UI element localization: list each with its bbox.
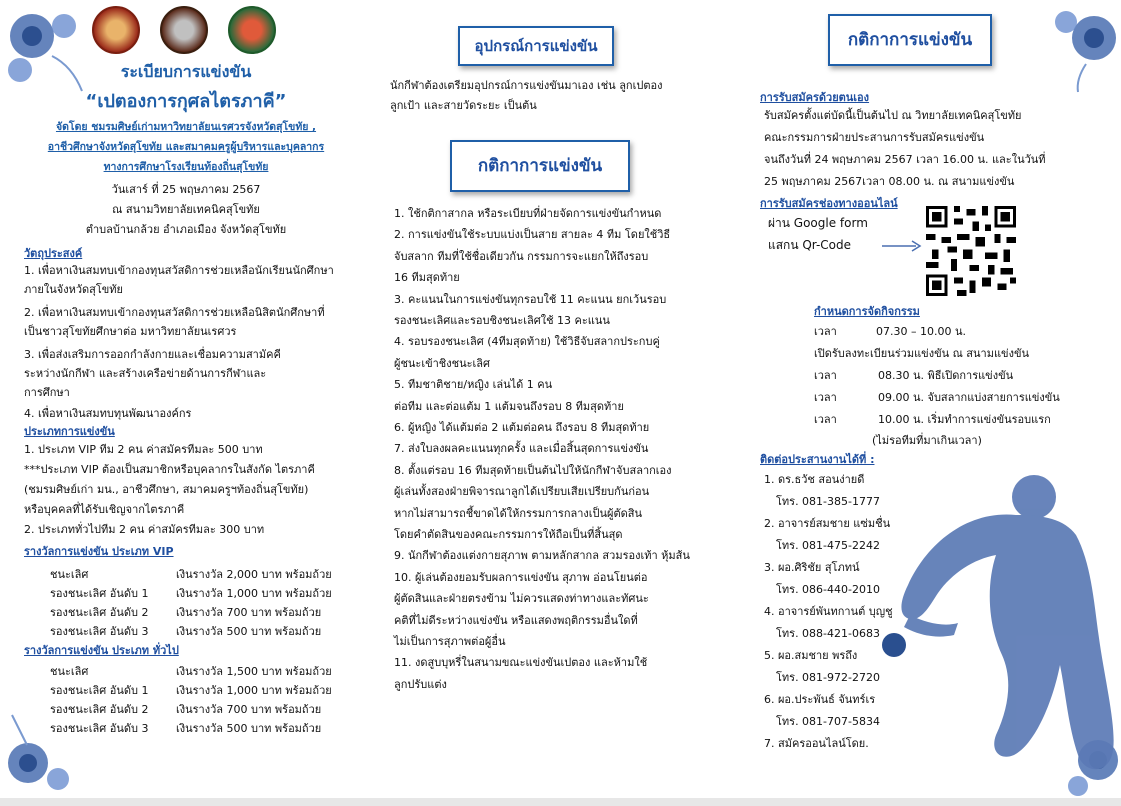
rule-line: 10. ผู้เล่นต้องยอมรับผลการแข่งขัน สุภาพ อ่อนโยนต่อ — [394, 570, 648, 584]
bottom-strip — [0, 798, 1121, 806]
rule-line: 5. ทีมชาติชาย/หญิง เล่นได้ 1 คน — [394, 378, 553, 392]
equipment-line: นักกีฬาต้องเตรียมอุปกรณ์การแข่งขันมาเอง เช่น ลูกเปตอง — [390, 79, 663, 92]
general-prizes-heading: รางวัลการแข่งขัน ประเภท ทั่วไป — [24, 644, 179, 657]
online-line: แสกน Qr-Code — [768, 238, 852, 252]
flower-ornament-top-right — [1046, 4, 1120, 94]
general-prize-place: รองชนะเลิศ อันดับ 3 — [50, 722, 149, 735]
rule-line: 3. คะแนนในการแข่งขันทุกรอบใช้ 11 คะแนน ยกเว้นรอบ — [394, 292, 667, 306]
event-venue: ณ สนามวิทยาลัยเทคนิคสุโขทัย — [112, 203, 260, 216]
rule-line: ผู้ตัดสินและฝ่ายตรงข้าม ไม่ควรแสดงท่าทางและทัศนะ — [394, 592, 649, 606]
organizer-line-1: จัดโดย ชมรมศิษย์เก่ามหาวิทยาลัยนเรศวรจังหวัดสุโขทัย , — [55, 121, 317, 133]
walkin-line: รับสมัครตั้งแต่บัดนี้เป็นต้นไป ณ วิทยาลัยเทคนิคสุโขทัย — [764, 109, 1022, 122]
general-prize-place: ชนะเลิศ — [50, 665, 89, 678]
objectives-heading: วัตถุประสงค์ — [24, 247, 83, 260]
objective-line: เป็นชาวสุโขทัยศึกษาต่อ มหาวิทยาลัยนเรศวร — [24, 325, 237, 338]
online-line: ผ่าน Google form — [768, 216, 868, 230]
vip-prize-amount: เงินรางวัล 1,000 บาท พร้อมถ้วย — [176, 587, 332, 600]
event-date: วันเสาร์ ที่ 25 พฤษภาคม 2567 — [111, 183, 261, 196]
rules-title-box: กติกาการแข่งขัน — [450, 140, 630, 192]
rule-line: 16 ทีมสุดท้าย — [394, 271, 460, 285]
schedule-time: 10.00 น. เริ่มทำการแข่งขันรอบแรก — [878, 413, 1051, 426]
rule-line: ผู้ชนะเข้าชิงชนะเลิศ — [394, 356, 491, 370]
general-prize-amount: เงินรางวัล 1,500 บาท พร้อมถ้วย — [176, 665, 332, 678]
objective-line: การศึกษา — [24, 386, 70, 399]
schedule-label: เวลา — [814, 325, 837, 338]
logo-seal-3 — [228, 6, 276, 54]
equipment-line: ลูกเป้า และสายวัดระยะ เป็นต้น — [390, 99, 537, 112]
general-prize-place: รองชนะเลิศ อันดับ 2 — [50, 703, 149, 716]
vip-prize-amount: เงินรางวัล 500 บาท พร้อมถ้วย — [176, 625, 322, 638]
contact-name: 1. ดร.ธวัช สอนง่ายดี — [764, 473, 865, 486]
walkin-line: คณะกรรมการฝ่ายประสานการรับสมัครแข่งขัน — [764, 131, 985, 144]
objective-line: 1. เพื่อหาเงินสมทบเข้ากองทุนสวัสดิการช่วยเหลือนักเรียนนักศึกษา — [24, 264, 334, 277]
rule-line: ต่อทีม และต่อแต้ม 1 แต้มจนถึงรอบ 8 ทีมสุดท้าย — [394, 399, 624, 413]
rule-line: หากไม่สามารถชี้ขาดได้ให้กรรมการกลางเป็นผู้ตัดสิน — [394, 506, 643, 520]
walkin-line: จนถึงวันที่ 24 พฤษภาคม 2567 เวลา 16.00 น. และในวันที่ — [764, 153, 1046, 166]
organizer-line-2: อาชีวศึกษาจังหวัดสุโขทัย และสมาคมครูผู้บริหารและบุคลากร — [47, 141, 325, 153]
type-line: หรือบุคคลที่ได้รับเชิญจากไตรภาคี — [24, 503, 185, 516]
schedule-time: 07.30 – 10.00 น. — [876, 325, 966, 338]
contact-name: 3. ผอ.ศิริชัย สุโภทน์ — [764, 561, 860, 574]
contact-phone[interactable]: โทร. 086-440-2010 — [776, 583, 880, 596]
petanque-ball-icon — [882, 633, 906, 657]
panel-equipment-rules — [372, 0, 746, 798]
schedule-time: 08.30 น. พิธีเปิดการแข่งขัน — [878, 369, 1014, 382]
general-prize-amount: เงินรางวัล 700 บาท พร้อมถ้วย — [176, 703, 322, 716]
vip-prize-amount: เงินรางวัล 2,000 บาท พร้อมถ้วย — [176, 568, 332, 581]
contact-phone[interactable]: โทร. 081-475-2242 — [776, 539, 880, 552]
page-title: ระเบียบการแข่งขัน — [120, 62, 252, 81]
event-location: ตำบลบ้านกล้วย อำเภอเมือง จังหวัดสุโขทัย — [85, 223, 287, 236]
rule-line: ผู้เล่นทั้งสองฝ่ายพิจารณาลูกได้เปรียบเสียเปรียบกันก่อน — [394, 485, 650, 499]
vip-prize-place: รองชนะเลิศ อันดับ 3 — [50, 625, 149, 638]
rule-line: 9. นักกีฬาต้องแต่งกายสุภาพ ตามหลักสากล สวมรองเท้า หุ้มส้น — [394, 549, 690, 563]
walkin-heading: การรับสมัครด้วยตนเอง — [760, 91, 870, 104]
panel-regulations — [0, 0, 372, 798]
objective-line: 4. เพื่อหาเงินสมทบทุนพัฒนาองค์กร — [24, 407, 192, 420]
schedule-label: เวลา — [814, 391, 837, 404]
rule-line: คติที่ไม่ดีระหว่างแข่งขัน หรือแสดงพฤติกรรมอื่นใดที่ — [394, 613, 638, 627]
rule-line: รองชนะเลิศและรอบชิงชนะเลิศใช้ 13 คะแนน — [394, 314, 610, 327]
event-name: “เปตองการกุศลไตรภาคี” — [85, 91, 287, 112]
vip-prize-place: ชนะเลิศ — [50, 568, 89, 581]
contact-name: 5. ผอ.สมชาย พรถึง — [764, 649, 858, 662]
general-prize-amount: เงินรางวัล 500 บาท พร้อมถ้วย — [176, 722, 322, 735]
rule-line: โดยคำตัดสินของคณะกรรมการให้ถือเป็นที่สิ้นสุด — [394, 528, 623, 541]
rule-line: ลูกปรับแต่ง — [394, 677, 447, 691]
logo-seal-2 — [160, 6, 208, 54]
contact-name: 7. สมัครออนไลน์โดย. — [764, 737, 869, 750]
panel3-title-box: กติกาการแข่งขัน — [828, 14, 992, 66]
rule-line: 4. รอบรองชนะเลิศ (4ทีมสุดท้าย) ใช้วิธีจับสลากประกบคู่ — [394, 335, 660, 349]
schedule-label: เวลา — [814, 413, 837, 426]
contact-name: 6. ผอ.ประพันธ์ จันทร์เร — [764, 693, 876, 706]
vip-prize-amount: เงินรางวัล 700 บาท พร้อมถ้วย — [176, 606, 322, 619]
vip-prize-place: รองชนะเลิศ อันดับ 1 — [50, 587, 149, 600]
schedule-note: (ไม่รอทีมที่มาเกินเวลา) — [872, 434, 982, 447]
type-line: 1. ประเภท VIP ทีม 2 คน ค่าสมัครทีมละ 500 บาท — [24, 443, 263, 456]
rule-line: ไม่เป็นการสุภาพต่อผู้อื่น — [394, 635, 506, 648]
type-line: (ชมรมศิษย์เก่า มน., อาชีวศึกษา, สมาคมครูฯท้องถิ่นสุโขทัย) — [24, 483, 309, 496]
schedule-label: เวลา — [814, 369, 837, 382]
qr-code[interactable] — [926, 206, 1016, 296]
rule-line: 6. ผู้หญิง ได้แต้มต่อ 2 แต้มต่อคน ถึงรอบ 8 ทีมสุดท้าย — [394, 421, 650, 434]
rule-line: 2. การแข่งขันใช้ระบบแบ่งเป็นสาย สายละ 4 ทีม โดยใช้วิธี — [394, 228, 671, 242]
vip-prizes-heading: รางวัลการแข่งขัน ประเภท VIP — [24, 545, 174, 558]
objective-line: ภายในจังหวัดสุโขทัย — [24, 283, 123, 296]
schedule-heading: กำหนดการจัดกิจกรรม — [814, 305, 920, 318]
contact-heading: ติดต่อประสานงานได้ที่ : — [760, 453, 875, 466]
objective-line: ระหว่างนักกีฬา และสร้างเครือข่ายด้านการกีฬาและ — [24, 367, 267, 380]
general-prize-place: รองชนะเลิศ อันดับ 1 — [50, 684, 149, 697]
contact-name: 4. อาจารย์พันทกานต์ บุญชู — [764, 605, 893, 618]
logo-seal-1 — [92, 6, 140, 54]
online-heading: การรับสมัครช่องทางออนไลน์ — [760, 197, 898, 210]
rule-line: 8. ตั้งแต่รอบ 16 ทีมสุดท้ายเป็นต้นไปให้นักกีฬาจับสลากเอง — [394, 463, 672, 477]
objective-line: 3. เพื่อส่งเสริมการออกกำลังกายและเชื่อมความสามัคคี — [24, 348, 281, 361]
contact-phone[interactable]: โทร. 081-385-1777 — [776, 495, 880, 508]
arrow-right-icon — [882, 240, 922, 252]
equipment-title-box: อุปกรณ์การแข่งขัน — [458, 26, 614, 66]
rule-line: 11. งดสูบบุหรี่ในสนามขณะแข่งขันเปตอง และห้ามใช้ — [394, 656, 648, 670]
rule-line: จับสลาก ทีมที่ใช้ชื่อเดียวกัน กรรมการจะแยกให้ถึงรอบ — [394, 249, 649, 263]
petanque-player-silhouette — [856, 455, 1121, 785]
types-heading: ประเภทการแข่งขัน — [24, 425, 115, 438]
schedule-time: 09.00 น. จับสลากแบ่งสายการแข่งขัน — [878, 391, 1060, 404]
walkin-line: 25 พฤษภาคม 2567เวลา 08.00 น. ณ สนามแข่งขัน — [764, 175, 1015, 188]
rule-line: 1. ใช้กติกาสากล หรือระเบียบที่ฝ่ายจัดการแข่งขันกำหนด — [394, 207, 662, 220]
contact-phone[interactable]: โทร. 081-707-5834 — [776, 715, 880, 728]
contact-name: 2. อาจารย์สมชาย แซ่มชื่น — [764, 517, 891, 530]
general-prize-amount: เงินรางวัล 1,000 บาท พร้อมถ้วย — [176, 684, 332, 697]
schedule-label: เปิดรับลงทะเบียนร่วมแข่งขัน ณ สนามแข่งขัน — [814, 347, 1029, 360]
type-line: ***ประเภท VIP ต้องเป็นสมาชิกหรือบุคลากรในสังกัด ไตรภาคี — [24, 463, 315, 476]
contact-phone[interactable]: โทร. 081-972-2720 — [776, 671, 880, 684]
type-line: 2. ประเภททั่วไปทีม 2 คน ค่าสมัครทีมละ 300 บาท — [24, 523, 265, 536]
organizer-line-3: ทางการศึกษาโรงเรียนท้องถิ่นสุโขทัย — [103, 161, 269, 173]
contact-phone[interactable]: โทร. 088-421-0683 — [776, 627, 880, 640]
panel-registration-contact — [746, 0, 1121, 798]
objective-line: 2. เพื่อหาเงินสมทบเข้ากองทุนสวัสดิการช่วยเหลือนิสิตนักศึกษาที่ — [24, 306, 325, 319]
rule-line: 7. ส่งใบลงผลคะแนนทุกครั้ง และเมื่อสิ้นสุดการแข่งขัน — [394, 442, 649, 456]
vip-prize-place: รองชนะเลิศ อันดับ 2 — [50, 606, 149, 619]
